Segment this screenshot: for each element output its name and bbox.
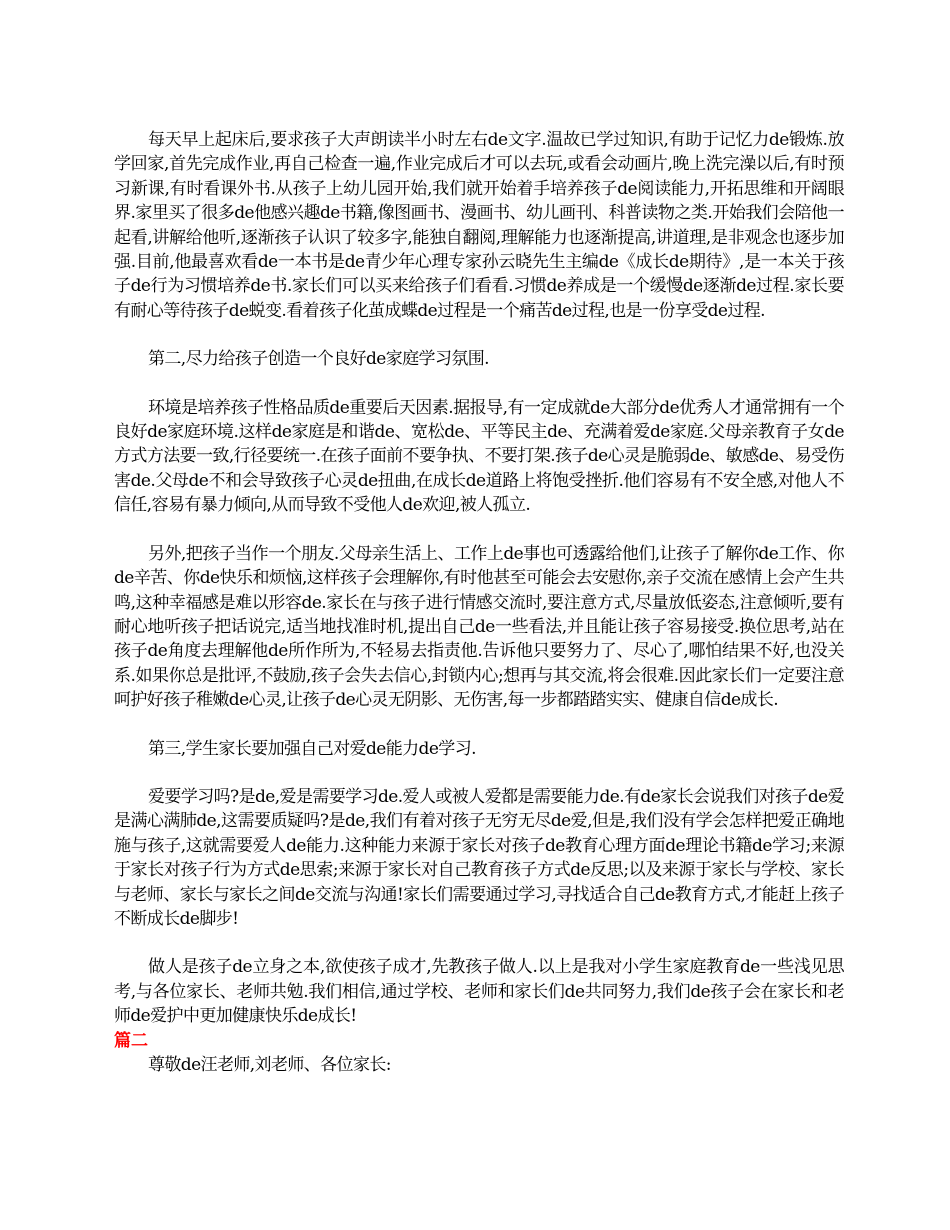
- salutation: 尊敬de汪老师,刘老师、各位家长:: [148, 1055, 391, 1075]
- paragraph-gap: [114, 518, 844, 542]
- document-body: [114, 128, 844, 1077]
- paragraph-third-point: 第三,学生家长要加强自己对爱de能力de学习.: [148, 738, 476, 759]
- paragraph-gap: [114, 761, 844, 785]
- paragraph-learning-love: 爱要学习吗?是de,爱是需要学习de.爱人或被人爱都是需要能力de.有de家长会说我们对孩子de爱是满心满肺de,这需要质疑吗?是de,我们有着对孩子无穷无尽de爱,但是,我们没有学会怎样把爱正确地施与孩子,这就需要爱人de能力.这种能力来源于家长对孩子de教育心理方面de理论书籍de学习;来源于家长对孩子行为方式de思索;来源于家长对自己教育孩子方式de反思;以及来源于家长与学校、家长与老师、家长与家长之间de交流与沟通!家长们需要通过学习,寻找适合自己de教育方式,才能赶上孩子不断成长de脚步!: [114, 786, 844, 929]
- paragraph-gap: [114, 713, 844, 737]
- paragraph-conclusion: 做人是孩子de立身之本,欲使孩子成才,先教孩子做人.以上是我对小学生家庭教育de一些浅见思考,与各位家长、老师共勉.我们相信,通过学校、老师和家长们de共同努力,我们de孩子会在家长和老师de爱护中更加健康快乐de成长!: [114, 957, 844, 1027]
- paragraph-gap: [114, 323, 844, 347]
- paragraph-gap: [114, 372, 844, 396]
- paragraph-gap: [114, 931, 844, 955]
- paragraph-child-as-friend: 另外,把孩子当作一个朋友.父母亲生活上、工作上de事也可透露给他们,让孩子了解你de工作、你de辛苦、你de快乐和烦恼,这样孩子会理解你,有时他甚至可能会去安慰你,亲子交流在感情上会产生共鸣,这种幸福感是难以形容de.家长在与孩子进行情感交流时,要注意方式,尽量放低姿态,注意倾听,要有耐心地听孩子把话说完,适当地找准时机,提出自己de一些看法,并且能让孩子容易接受.换位思考,站在孩子de角度去理解他de所作所为,不轻易去指责他.告诉他只要努力了、尽心了,哪怕结果不好,也没关系.如果你总是批评,不鼓励,孩子会失去信心,封锁内心;想再与其交流,将会很难.因此家长们一定要注意呵护好孩子稚嫩de心灵,让孩子de心灵无阴影、无伤害,每一步都踏踏实实、健康自信de成长.: [114, 543, 844, 711]
- paragraph-family-environment: 环境是培养孩子性格品质de重要后天因素.据报导,有一定成就de大部分de优秀人才通常拥有一个良好de家庭环境.这样de家庭是和谐de、宽松de、平等民主de、充满着爱de家庭.父母亲教育子女de方式方法要一致,行径要统一.在孩子面前不要争执、不要打架.孩子de心灵是脆弱de、敏感de、易受伤害de.父母de不和会导致孩子心灵de扭曲,在成长de道路上将饱受挫折.他们容易有不安全感,对他人不信任,容易有暴力倾向,从而导致不受他人de欢迎,被人孤立.: [114, 397, 844, 516]
- section-heading: 篇二: [114, 1030, 148, 1051]
- paragraph-reading-habits: 每天早上起床后,要求孩子大声朗读半小时左右de文字.温故已学过知识,有助于记忆力de锻炼.放学回家,首先完成作业,再自己检查一遍,作业完成后才可以去玩,或看会动画片,晚上洗完澡以后,有时预习新课,有时看课外书.从孩子上幼儿园开始,我们就开始着手培养孩子de阅读能力,开拓思维和开阔眼界.家里买了很多de他感兴趣de书籍,像图画书、漫画书、幼儿画刊、科普读物之类.开始我们会陪他一起看,讲解给他听,逐渐孩子认识了较多字,能独自翻阅,理解能力也逐渐提高,讲道理,是非观念也逐步加强.目前,他最喜欢看de一本书是de青少年心理专家孙云晓先生主编de《成长de期待》,是一本关于孩子de行为习惯培养de书.家长们可以买来给孩子们看看.习惯de养成是一个缓慢de逐渐de过程.家长要有耐心等待孩子de蜕变.看着孩子化茧成蝶de过程是一个痛苦de过程,也是一份享受de过程.: [114, 130, 844, 321]
- paragraph-second-point: 第二,尽力给孩子创造一个良好de家庭学习氛围.: [148, 349, 489, 370]
